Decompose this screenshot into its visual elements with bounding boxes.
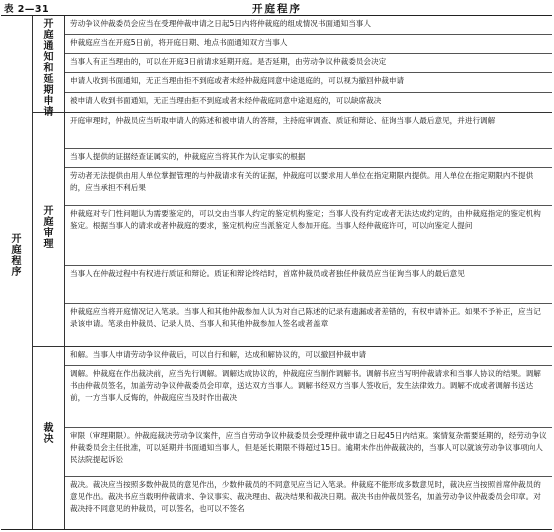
group-rows	[65, 113, 552, 346]
table-row: 劳动者无法提供由用人单位掌握管理的与仲裁请求有关的证据，仲裁庭可以要求用人单位在指定期限内提供。用人单位在指定期限内不提供的，应当承担不利后果	[65, 168, 552, 206]
group-notice-and-postponement	[33, 16, 552, 118]
table-row: 仲裁庭应当将开庭情况记入笔录。当事人和其他仲裁参加人认为对自己陈述的记录有遗漏或者差错的，有权申请补正。如果不予补正，应当记录该申请。笔录由仲裁员、记录人员、当事人和其他仲裁参加人签名或者盖章	[70, 307, 541, 328]
main-category-label: 开 庭 程 序	[11, 234, 22, 278]
procedure-table	[1, 15, 552, 530]
group-label-cell	[33, 347, 65, 529]
table-row: 裁决。裁决应当按照多数仲裁员的意见作出，少数仲裁员的不同意见应当记入笔录。仲裁庭不能形成多数意见时，裁决应当按照首席仲裁员的意见作出。裁决书应当载明仲裁请求、争议事实、裁决理由、裁决结果和裁决日期。裁决书由仲裁员签名，加盖劳动争议仲裁委员会印章。对裁决持不同意见的仲裁员，可以签名，也可以不签名	[70, 480, 541, 513]
table-row: 调解。仲裁庭在作出裁决前，应当先行调解。调解达成协议的，仲裁庭应当制作调解书。调解书应当写明仲裁请求和当事人协议的结果。调解书由仲裁员签名，加盖劳动争议仲裁委员会印章，送达双方当事人。调解书经双方当事人签收后，发生法律效力。调解不成或者调解书送达前，一方当事人反悔的，仲裁庭应当及时作出裁决	[65, 366, 552, 428]
group-label-cell	[33, 113, 65, 346]
table-title: 开庭程序	[252, 3, 302, 15]
table-row: 开庭审理时，仲裁员应当听取申请人的陈述和被申请人的答辩，主持庭审调查、质证和辩论、征询当事人最后意见，并进行调解	[65, 113, 552, 149]
group-label: 开 庭 审 理	[43, 206, 54, 250]
group-label: 开 庭 通 知 和 延 期 申 请	[43, 19, 54, 118]
group-rows	[65, 347, 552, 529]
table-row: 仲裁庭对专门性问题认为需要鉴定的，可以交由当事人约定的鉴定机构鉴定；当事人没有约定或者无法达成约定的，由仲裁庭指定的鉴定机构鉴定。根据当事人的请求或者仲裁庭的要求，鉴定机构应当派鉴定人参加开庭。当事人经仲裁庭许可，可以向鉴定人提问	[65, 206, 552, 266]
table-row: 当事人有正当理由的，可以在开庭3日前请求延期开庭。是否延期，由劳动争议仲裁委员会决定	[65, 54, 552, 73]
main-category-cell	[1, 16, 33, 529]
group-label-cell	[33, 16, 65, 118]
table-row: 当事人在仲裁过程中有权进行质证和辩论。质证和辩论终结时，首席仲裁员或者独任仲裁员应当征询当事人的最后意见	[65, 266, 552, 304]
table-number: 表 2—31	[4, 4, 50, 15]
table-row: 劳动争议仲裁委员会应当在受理仲裁申请之日起5日内将仲裁庭的组成情况书面通知当事人	[65, 16, 552, 35]
table-row: 被申请人收到书面通知，无正当理由拒不到庭或者未经仲裁庭同意中途退庭的，可以缺席裁决	[70, 96, 382, 105]
table-row: 仲裁庭应当在开庭5日前，将开庭日期、地点书面通知双方当事人	[65, 35, 552, 54]
table-header	[0, 0, 554, 14]
group-ruling	[33, 347, 552, 529]
group-rows	[65, 16, 552, 112]
table-row: 审限（审理期限）。仲裁庭裁决劳动争议案件，应当自劳动争议仲裁委员会受理仲裁申请之日起45日内结束。案情复杂需要延期的，经劳动争议仲裁委员会主任批准，可以延期并书面通知当事人，但是延长期限不得超过15日。逾期未作出仲裁裁决的，当事人可以就该劳动争议事项向人民法院提起诉讼	[65, 428, 552, 477]
table-row: 当事人提供的证据经查证属实的，仲裁庭应当将其作为认定事实的根据	[65, 149, 552, 168]
table-row: 申请人收到书面通知，无正当理由拒不到庭或者未经仲裁庭同意中途退庭的，可以视为撤回仲裁申请	[65, 73, 552, 93]
table-row: 和解。当事人申请劳动争议仲裁后，可以自行和解，达成和解协议的，可以撤回仲裁申请	[65, 347, 552, 366]
group-label: 裁 决	[43, 423, 54, 445]
group-hearing	[33, 113, 552, 347]
